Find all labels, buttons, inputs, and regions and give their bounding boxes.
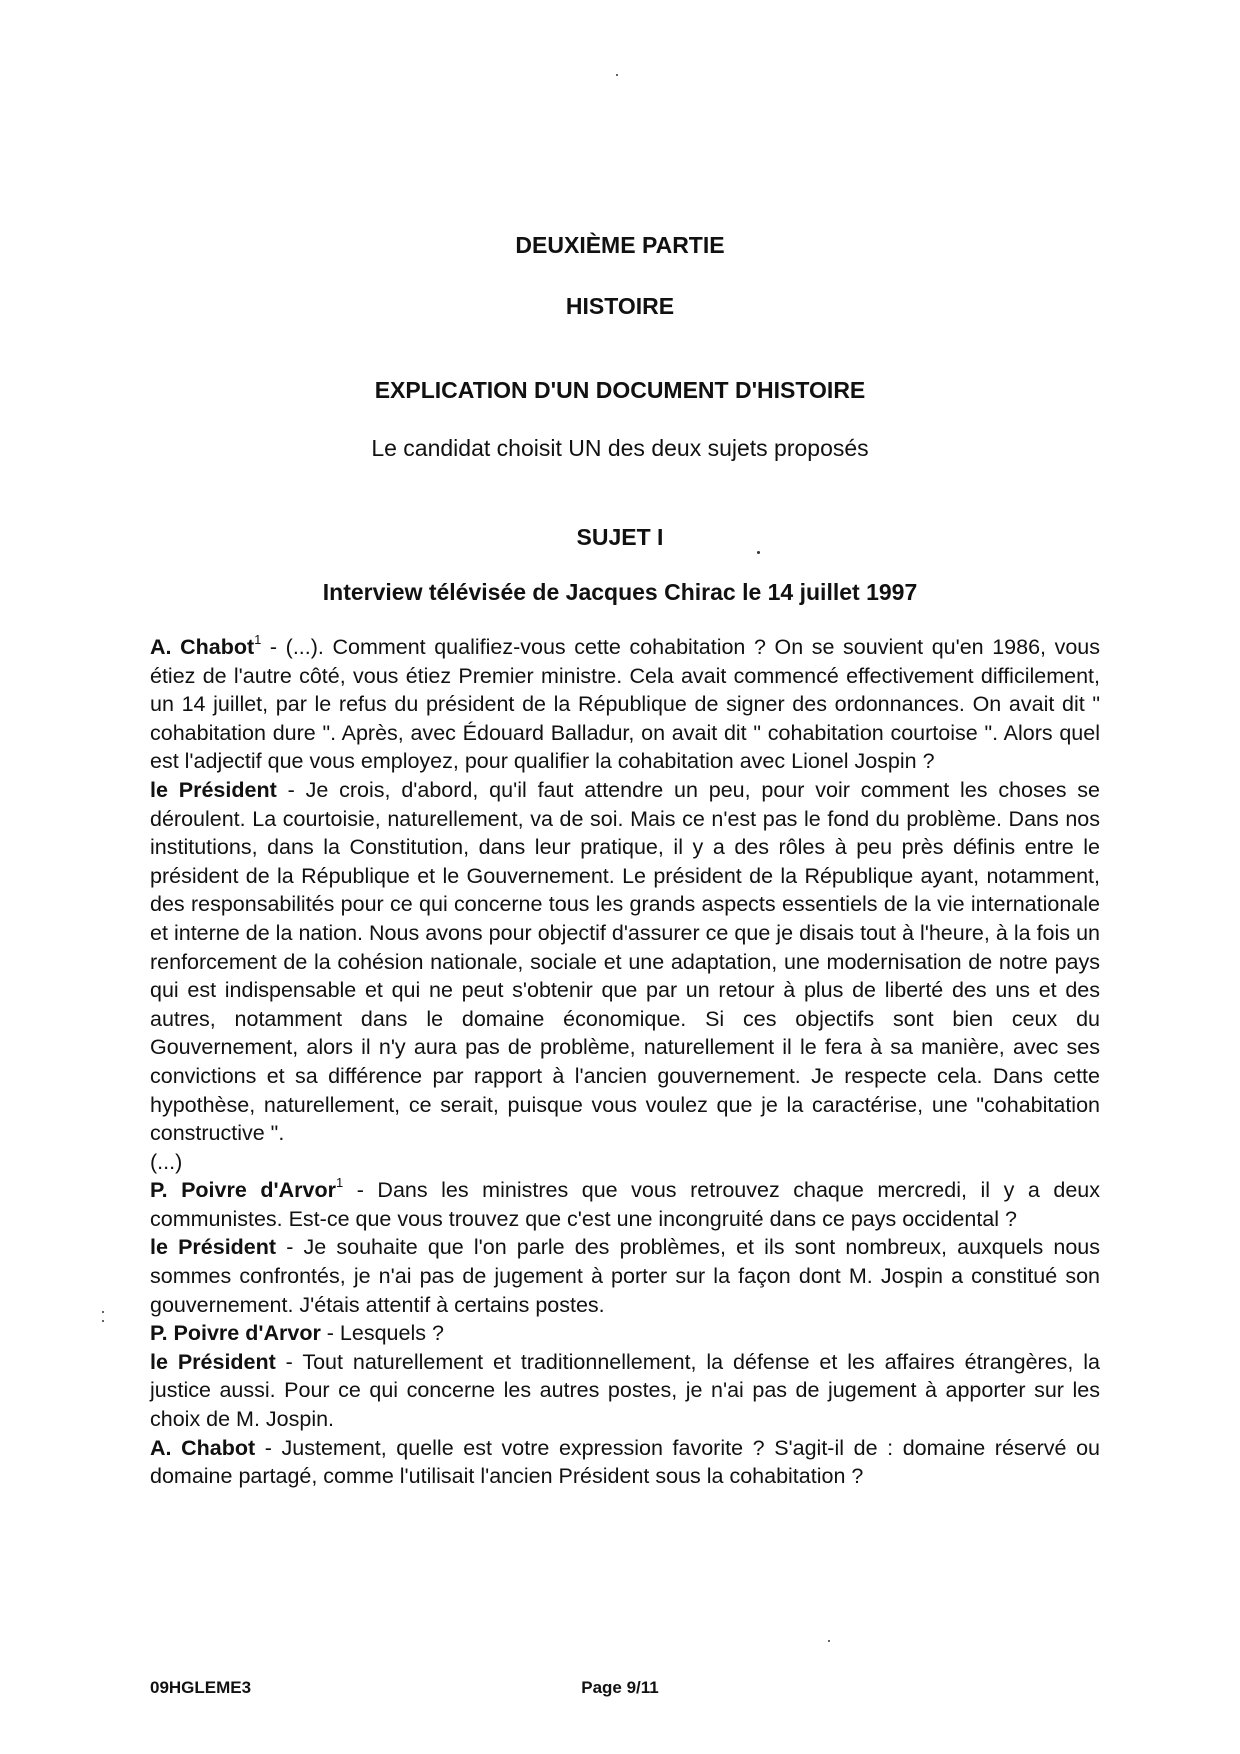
speech-text: - Justement, quelle est votre expression favorite ? S'agit-il de : domaine réservé ou domaine partagé, comme l'utilisait l'ancien Président sous la cohabitation ?: [150, 1435, 1100, 1489]
dialogue-paragraph: [150, 1176, 1100, 1233]
sujet-heading: SUJET I: [576, 524, 664, 550]
instruction-text: Le candidat choisit UN des deux sujets proposés: [371, 435, 869, 461]
scan-speck: [102, 1320, 104, 1322]
speech-text: - Je crois, d'abord, qu'il faut attendre un peu, pour voir comment les choses se déroulent. La courtoisie, naturellement, va de soi. Mais ce n'est pas le fond du problème. Dans nos institutions, dans la Constitution, dans leur pratique, il y a des rôles à peu près définis entre le président de la République et le Gouvernement. Le président de la République ayant, notamment, des responsabilités pour ce qui concerne tous les grands aspects essentiels de la vie internationale et interne de la nation. Nous avons pour objectif d'assurer ce que je disais tout à l'heure, à la fois un renforcement de la cohésion nationale, sociale et une adaptation, une modernisation de notre pays qui est indispensable et qui ne peut s'obtenir que par un retour à plus de liberté des uns et des autres, notamment dans le domaine économique. Si ces objectifs sont bien ceux du Gouvernement, alors il n'y aura pas de problème, naturellement il le fera à sa manière, avec ses convictions et sa différence par rapport à l'ancien gouvernement. Je respecte cela. Dans cette hypothèse, naturellement, ce serait, puisque vous voulez que je la caractérise, une "cohabitation constructive ".: [150, 777, 1100, 1146]
scan-speck: [102, 1311, 104, 1313]
footnote-mark: 1: [254, 631, 262, 647]
dialogue-paragraph: [150, 1319, 1100, 1348]
speaker-name: le Président: [150, 777, 277, 802]
dialogue-paragraph: [150, 776, 1100, 1148]
speech-text: - (...). Comment qualifiez-vous cette cohabitation ? On se souvient qu'en 1986, vous étiez de l'autre côté, vous étiez Premier ministre. Cela avait commencé effectivement difficilement, un 14 juillet, par le refus du président de la République de signer des ordonnances. On avait dit " cohabitation dure ". Après, avec Édouard Balladur, on avait dit " cohabitation courtoise ". Alors quel est l'adjectif que vous employez, pour qualifier la cohabitation avec Lionel Jospin ?: [150, 635, 1100, 774]
ellipsis-text: (...): [150, 1149, 183, 1174]
speaker-name: A. Chabot: [150, 1435, 256, 1460]
document-title: Interview télévisée de Jacques Chirac le 14 juillet 1997: [322, 579, 918, 605]
speech-text: - Dans les ministres que vous retrouvez chaque mercredi, il y a deux communistes. Est-ce que vous trouvez que c'est une incongruité dans ce pays occidental ?: [150, 1178, 1100, 1231]
scan-speck: [616, 74, 618, 76]
part-heading: DEUXIÈME PARTIE: [515, 232, 725, 258]
speaker-name: A. Chabot: [150, 635, 255, 659]
footnote-mark: 1: [335, 1175, 344, 1191]
exercise-heading: EXPLICATION D'UN DOCUMENT D'HISTOIRE: [374, 377, 866, 403]
speaker-name: le Président: [150, 1235, 277, 1260]
speaker-name: le Président: [150, 1349, 276, 1374]
scan-speck: [828, 1640, 830, 1642]
speaker-name: P. Poivre d'Arvor: [150, 1178, 336, 1203]
speech-text: - Je souhaite que l'on parle des problèmes, et ils sont nombreux, auxquels nous sommes confrontés, je n'ai pas de jugement à porter sur la façon dont M. Jospin a constitué son gouvernement. J'étais attentif à certains postes.: [150, 1235, 1100, 1317]
dialogue-paragraph: [150, 1434, 1100, 1491]
dialogue-paragraph: [150, 1348, 1100, 1434]
speech-text: - Tout naturellement et traditionnellement, la défense et les affaires étrangères, la justice aussi. Pour ce qui concerne les autres postes, je n'ai pas de jugement à apporter sur les choix de M. Jospin.: [150, 1349, 1100, 1432]
interview-text: [150, 633, 1100, 1491]
subject-heading: HISTOIRE: [565, 293, 675, 319]
page-number: Page 9/11: [581, 1678, 659, 1697]
ellipsis-paragraph: [150, 1148, 1100, 1177]
dialogue-paragraph: [150, 633, 1100, 776]
exam-code: 09HGLEME3: [150, 1678, 252, 1697]
scan-speck: [757, 551, 760, 554]
speaker-name: P. Poivre d'Arvor: [150, 1321, 321, 1346]
speech-text: - Lesquels ?: [320, 1321, 444, 1346]
dialogue-paragraph: [150, 1233, 1100, 1319]
